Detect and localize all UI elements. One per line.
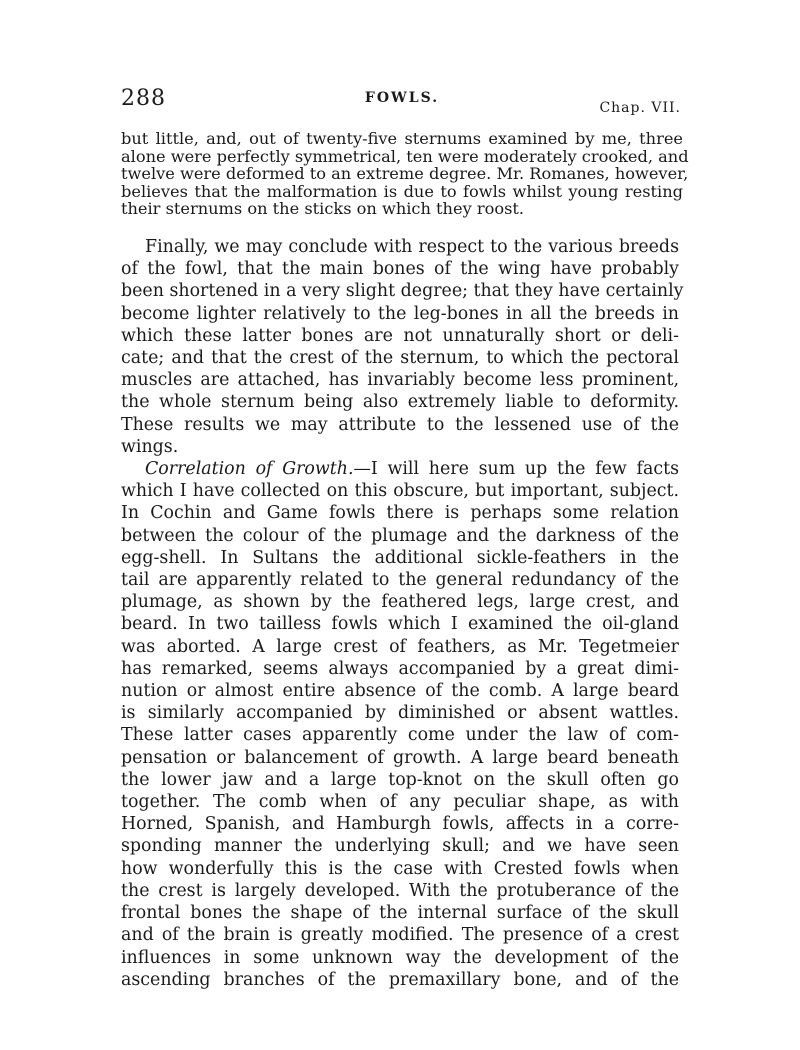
text-line: beard. In two tailless fowls which I examined the oil-gland (121, 614, 679, 635)
text-line: twelve were deformed to an extreme degree. Mr. Romanes, however, (121, 164, 689, 183)
text-line: tail are apparently related to the general redundancy of the (121, 570, 679, 591)
text-line: been shortened in a very slight degree; that they have certainly (121, 281, 684, 302)
text-line: In Cochin and Game fowls there is perhaps some relation (121, 503, 679, 524)
text-line: egg-shell. In Sultans the additional sickle-feathers in the (121, 547, 679, 568)
text-line: the whole sternum being also extremely liable to deformity. (121, 392, 679, 413)
text-line: but little, and, out of twenty-five sternums examined by me, three (121, 129, 683, 148)
text-line: which I have collected on this obscure, but important, subject. (121, 481, 679, 502)
body-text (121, 236, 684, 991)
text-line: alone were perfectly symmetrical, ten were moderately crooked, and (121, 146, 689, 166)
text-line: cate; and that the crest of the sternum, to which the pectoral (121, 348, 679, 369)
text-line: These latter cases apparently come under the law of com- (121, 725, 679, 746)
text-line: believes that the malformation is due to fowls whilst young resting (121, 181, 683, 201)
text-line: sponding manner the underlying skull; and we have seen (121, 836, 679, 857)
text-line: which these latter bones are not unnaturally short or deli- (121, 325, 679, 346)
paragraph-correlation-of-growth (121, 458, 679, 991)
text-line: together. The comb when of any peculiar shape, as with (121, 792, 679, 813)
chapter-label: Chap. VII. (599, 100, 681, 116)
page-number: 288 (121, 86, 166, 111)
text-line: Finally, we may conclude with respect to the various breeds (145, 237, 679, 257)
text-line: the lower jaw and a large top-knot on the skull often go (121, 769, 679, 790)
text-line: pensation or balancement of growth. A large beard beneath (121, 747, 679, 768)
text-line: of the fowl, that the main bones of the wing have probably (121, 259, 679, 280)
text-line (121, 458, 679, 480)
text-line: These results we may attribute to the lessened use of the (121, 414, 679, 435)
text-line: how wonderfully this is the case with Crested fowls when (121, 858, 679, 879)
running-head: FOWLS. (364, 90, 440, 106)
text-line: has remarked, seems always accompanied by a great dimi- (121, 658, 679, 679)
text-line-rest: —I will here sum up the few facts (353, 459, 679, 480)
paragraph-conclusion (121, 236, 684, 458)
text-line: frontal bones the shape of the internal surface of the skull (121, 903, 679, 924)
text-line: muscles are attached, has invariably become less prominent, (121, 370, 679, 391)
text-line: the crest is largely developed. With the protuberance of the (121, 880, 679, 901)
text-line: was aborted. A large crest of feathers, as Mr. Tegetmeier (121, 636, 679, 657)
text-line: plumage, as shown by the feathered legs, large crest, and (121, 592, 679, 613)
page-header (121, 86, 683, 126)
text-line: their sternums on the sticks on which they roost. (121, 199, 525, 218)
text-line: and of the brain is greatly modified. The presence of a crest (121, 925, 679, 946)
text-line: is similarly accompanied by diminished or absent wattles. (121, 703, 679, 724)
continued-paragraph (121, 129, 689, 218)
text-line: Horned, Spanish, and Hamburgh fowls, affects in a corre- (121, 814, 679, 835)
text-line: between the colour of the plumage and the darkness of the (121, 525, 679, 546)
section-heading: Correlation of Growth. (145, 459, 354, 480)
text-line: ascending branches of the premaxillary bone, and of the (121, 969, 679, 990)
text-line: wings. (121, 436, 179, 457)
text-line: become lighter relatively to the leg-bones in all the breeds in (121, 303, 679, 324)
text-line: influences in some unknown way the development of the (121, 947, 679, 968)
text-line: nution or almost entire absence of the comb. A large beard (121, 681, 679, 702)
